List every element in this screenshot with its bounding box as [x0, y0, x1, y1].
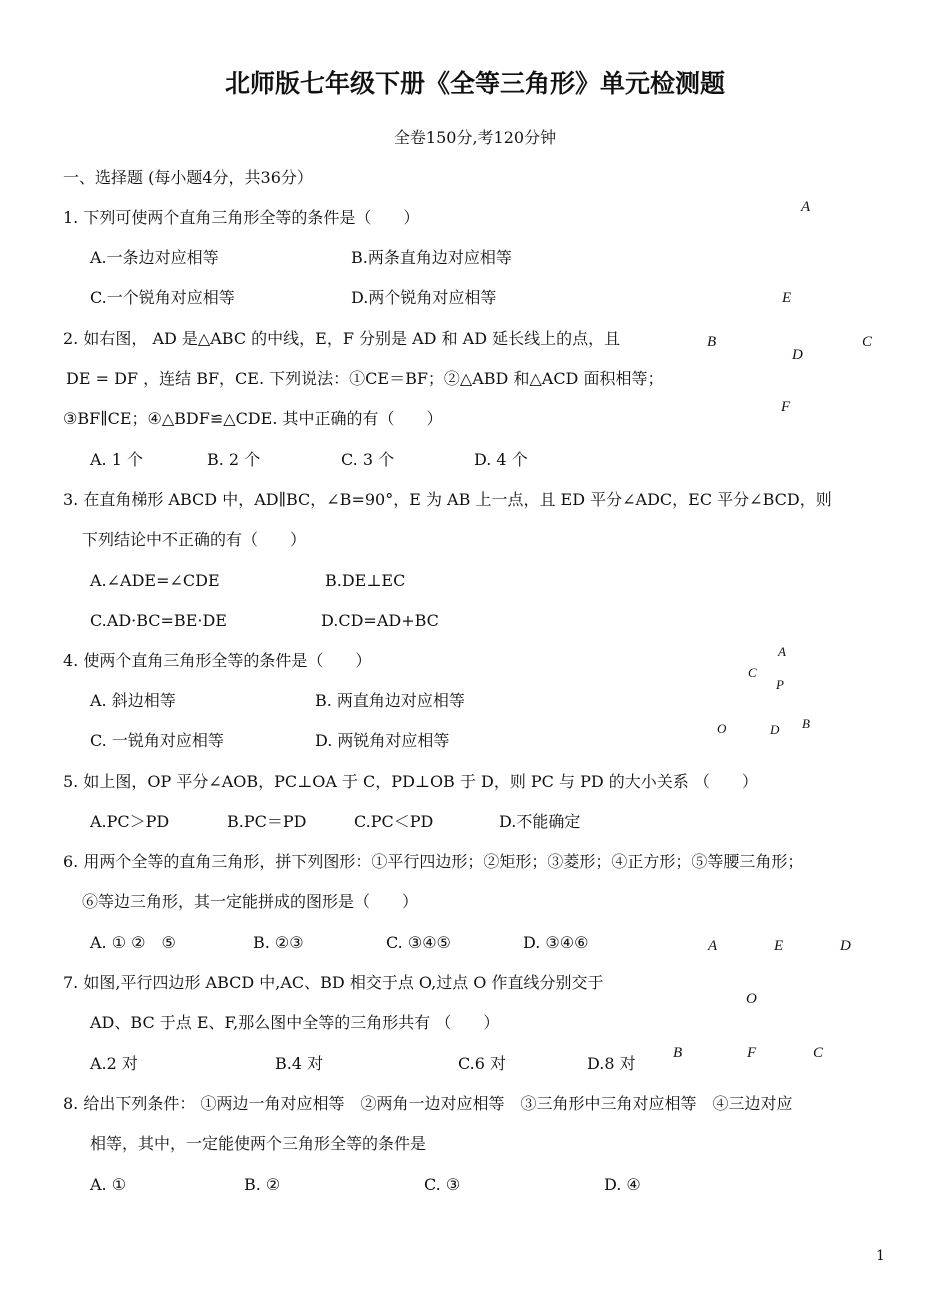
page-number: 1: [876, 1248, 885, 1264]
question-8-cont: 相等，其中，一定能使两个三角形全等的条件是: [90, 1134, 427, 1153]
question-8: 8. 给出下列条件： ①两边一角对应相等 ②两角一边对应相等 ③三角形中三角对应相等 ④三边对应: [63, 1094, 793, 1113]
q8-option-d: D. ④: [604, 1175, 641, 1194]
q5-option-b: B.PC＝PD: [227, 812, 307, 831]
q5-option-a: A.PC＞PD: [90, 812, 170, 831]
question-2: 2. 如右图， AD 是△ABC 的中线，E，F 分别是 AD 和 AD 延长线上的点，且: [63, 329, 621, 348]
q2-option-b: B. 2 个: [207, 450, 261, 469]
q3-option-c: C.AD·BC=BE·DE: [90, 611, 227, 630]
q4-option-a: A. 斜边相等: [90, 691, 176, 710]
figure-point-label: B: [707, 334, 717, 350]
question-6: 6. 用两个全等的直角三角形，拼下列图形：①平行四边形；②矩形；③菱形；④正方形；⑤等腰三角形；: [63, 852, 804, 871]
section-heading: 一、选择题 (每小题4分，共36分）: [63, 168, 313, 187]
figure-point-label: O: [717, 721, 727, 736]
question-3-cont: 下列结论中不正确的有（ ）: [82, 530, 307, 549]
figure-point-label: O: [746, 991, 757, 1007]
figure-point-label: C: [862, 334, 873, 350]
q7-option-a: A.2 对: [90, 1054, 138, 1073]
exam-info: 全卷150分,考120分钟: [393, 128, 557, 147]
q1-option-a: A.一条边对应相等: [90, 248, 219, 267]
figure-point-label: D: [792, 347, 803, 363]
q1-option-c: C.一个锐角对应相等: [90, 288, 235, 307]
q3-option-d: D.CD=AD+BC: [321, 611, 439, 630]
question-5: 5. 如上图，OP 平分∠AOB，PC⊥OA 于 C，PD⊥OB 于 D，则 PC 与 PD 的大小关系 （ ）: [63, 772, 758, 791]
q8-option-a: A. ①: [90, 1175, 127, 1194]
question-2-cont2: ③BF∥CE；④△BDF≌△CDE. 其中正确的有（ ）: [63, 409, 443, 428]
q6-option-a: A. ① ② ⑤: [90, 933, 176, 952]
figure-point-label: P: [776, 677, 784, 692]
q6-option-c: C. ③④⑤: [386, 933, 451, 952]
question-7-cont: AD、BC 于点 E、F,那么图中全等的三角形共有 （ ）: [90, 1013, 500, 1032]
q4-option-c: C. 一锐角对应相等: [90, 731, 224, 750]
q2-option-d: D. 4 个: [474, 450, 528, 469]
figure-point-label: C: [813, 1045, 824, 1061]
q8-option-c: C. ③: [424, 1175, 461, 1194]
q3-option-a: A.∠ADE=∠CDE: [90, 571, 220, 590]
figure-point-label: D: [840, 938, 851, 954]
q8-option-b: B. ②: [244, 1175, 281, 1194]
q1-option-b: B.两条直角边对应相等: [351, 248, 512, 267]
question-1: 1. 下列可使两个直角三角形全等的条件是（ ）: [63, 208, 420, 227]
q7-option-c: C.6 对: [458, 1054, 507, 1073]
figure-point-label: D: [770, 722, 780, 737]
figure-point-label: B: [673, 1045, 683, 1061]
q2-option-a: A. 1 个: [90, 450, 143, 469]
q5-option-d: D.不能确定: [499, 812, 581, 831]
figure-point-label: F: [747, 1045, 757, 1061]
figure-point-label: A: [778, 644, 786, 659]
figure-point-label: E: [782, 290, 792, 306]
figure-point-label: F: [781, 399, 791, 415]
figure-point-label: C: [748, 665, 757, 680]
question-7: 7. 如图,平行四边形 ABCD 中,AC、BD 相交于点 O,过点 O 作直线分别交于: [63, 973, 604, 992]
figure-point-label: A: [801, 199, 811, 215]
question-3: 3. 在直角梯形 ABCD 中，AD∥BC，∠B=90°，E 为 AB 上一点，且 ED 平分∠ADC，EC 平分∠BCD，则: [63, 490, 832, 509]
q3-option-b: B.DE⊥EC: [325, 571, 406, 590]
q4-option-b: B. 两直角边对应相等: [315, 691, 465, 710]
q5-option-c: C.PC＜PD: [354, 812, 434, 831]
q2-option-c: C. 3 个: [341, 450, 395, 469]
q7-option-d: D.8 对: [587, 1054, 636, 1073]
figure-point-label: A: [708, 938, 718, 954]
q7-option-b: B.4 对: [275, 1054, 324, 1073]
figure-point-label: B: [802, 716, 810, 731]
figure-point-label: E: [774, 938, 784, 954]
q6-option-d: D. ③④⑥: [523, 933, 589, 952]
page-title: 北师版七年级下册《全等三角形》单元检测题: [224, 69, 725, 98]
question-4: 4. 使两个直角三角形全等的条件是（ ）: [63, 651, 372, 670]
question-6-cont: ⑥等边三角形，其一定能拼成的图形是（ ）: [82, 892, 419, 911]
q4-option-d: D. 两锐角对应相等: [315, 731, 450, 750]
q1-option-d: D.两个锐角对应相等: [351, 288, 497, 307]
q6-option-b: B. ②③: [253, 933, 304, 952]
question-2-cont: DE = DF ，连结 BF，CE. 下列说法：①CE＝BF；②△ABD 和△ACD 面积相等；: [66, 369, 664, 388]
